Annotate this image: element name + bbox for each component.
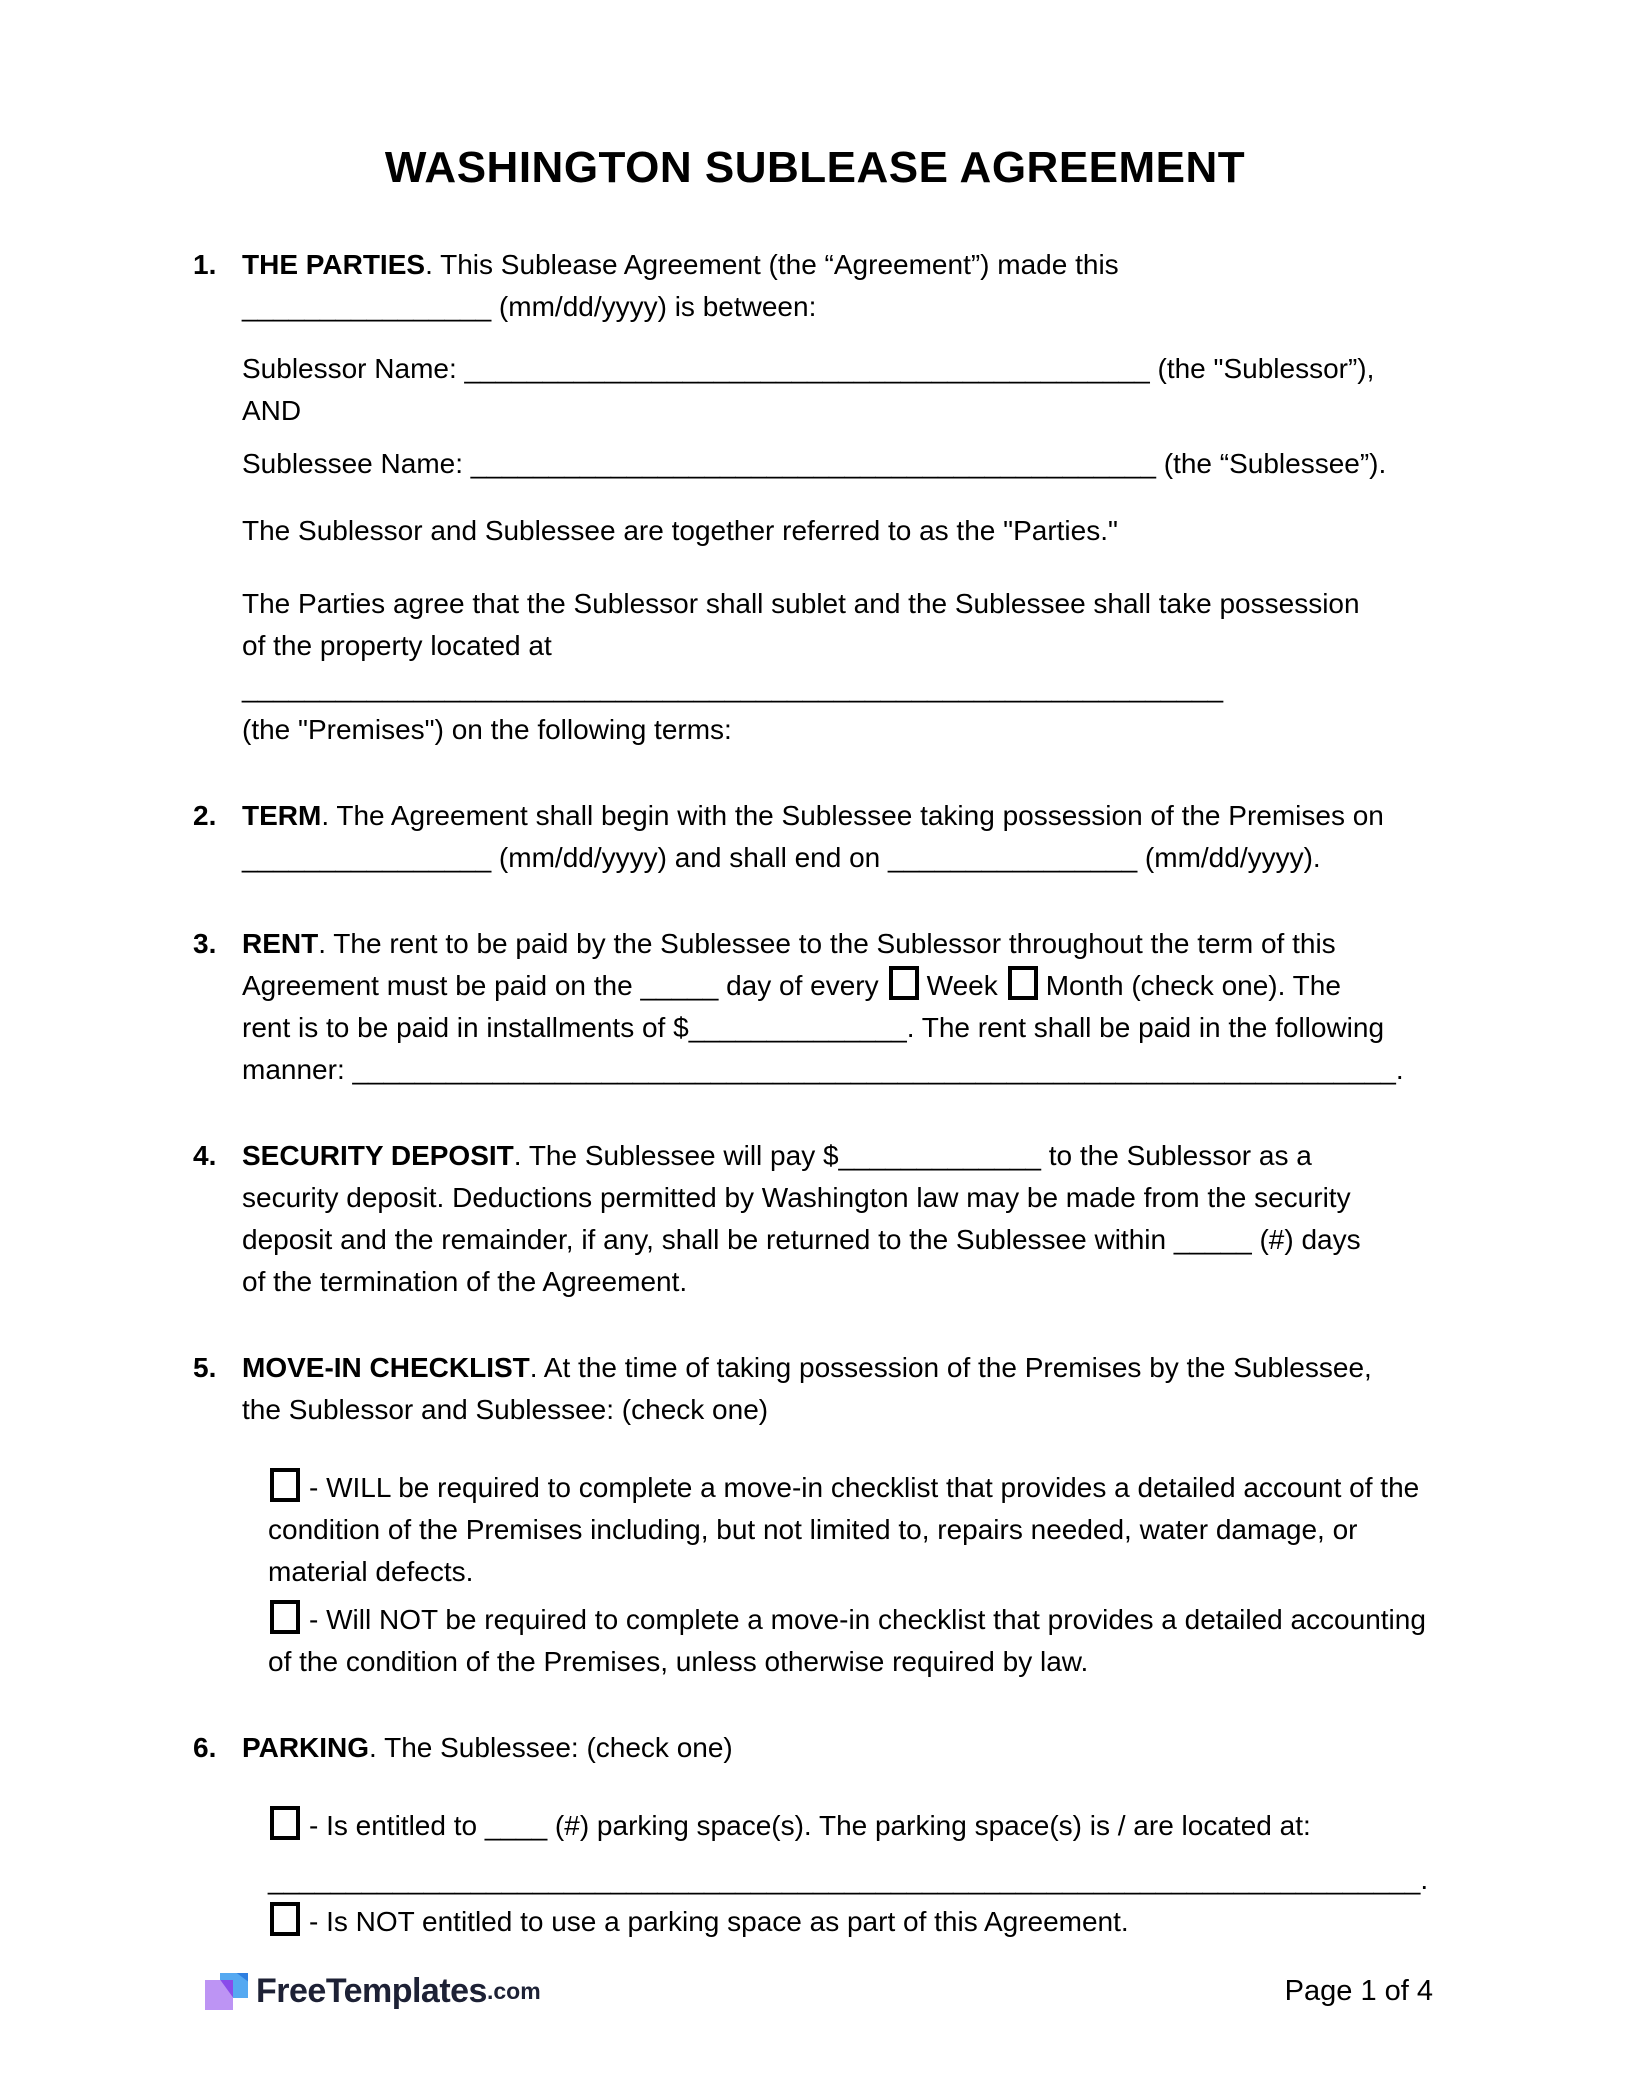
document-title: WASHINGTON SUBLEASE AGREEMENT — [384, 143, 1246, 192]
term-dates-line: ________________ (mm/dd/yyyy) and shall end on ________________ (mm/dd/yyyy). — [242, 842, 1321, 873]
rent-frequency-prefix: Agreement must be paid on the _____ day of every — [242, 970, 879, 1001]
brand-tld: .com — [486, 1978, 541, 2004]
security-deposit-line-2: security deposit. Deductions permitted by Washington law may be made from the security — [242, 1182, 1351, 1213]
section-term — [193, 795, 1437, 879]
term-heading: TERM — [242, 800, 322, 831]
section-term-number: 2. — [193, 800, 217, 831]
section-rent — [193, 923, 1437, 1091]
security-deposit-intro-line — [242, 1135, 1437, 1177]
rent-intro-line — [242, 923, 1437, 965]
rent-heading-rest: . The rent to be paid by the Sublessee to the Sublessor throughout the term of this — [318, 928, 1336, 959]
term-heading-rest: . The Agreement shall begin with the Sublessee taking possession of the Premises on — [321, 800, 1384, 831]
parties-intro-line — [242, 244, 1437, 286]
section-parties — [193, 244, 1437, 751]
week-checkbox[interactable] — [889, 966, 919, 1000]
document-body — [193, 244, 1437, 1943]
section-security-deposit — [193, 1135, 1437, 1303]
parking-heading: PARKING — [242, 1732, 370, 1763]
move-in-heading: MOVE-IN CHECKLIST — [242, 1352, 530, 1383]
security-deposit-heading-rest: . The Sublessee will pay $_____________ to the Sublessor as a — [513, 1140, 1312, 1171]
page-indicator: Page 1 of 4 — [1284, 1975, 1433, 2007]
security-deposit-heading: SECURITY DEPOSIT — [242, 1140, 514, 1171]
move-in-intro-line — [242, 1347, 1437, 1389]
parties-heading-rest: . This Sublease Agreement (the “Agreement”) made this — [425, 249, 1119, 280]
rent-installments-line: rent is to be paid in installments of $______________. The rent shall be paid in the following — [242, 1012, 1385, 1043]
parties-agree-line-3: (the "Premises") on the following terms: — [242, 714, 732, 745]
parking-entitled-checkbox[interactable] — [270, 1806, 300, 1840]
rent-manner-line: manner: ___________________________________________________________________. — [242, 1054, 1404, 1085]
month-label: Month (check one). The — [1045, 970, 1341, 1001]
week-label: Week — [926, 970, 998, 1001]
parking-location-blank-line: __________________________________________________________________________. — [268, 1864, 1429, 1895]
rent-frequency-line — [242, 965, 1437, 1007]
term-intro-line — [242, 795, 1437, 837]
parking-heading-rest: . The Sublessee: (check one) — [369, 1732, 733, 1763]
security-deposit-line-4: of the termination of the Agreement. — [242, 1266, 688, 1297]
section-move-in-checklist — [193, 1347, 1437, 1683]
move-in-intro-line-2: the Sublessor and Sublessee: (check one) — [242, 1394, 769, 1425]
parties-together-line: The Sublessor and Sublessee are together referred to as the "Parties." — [242, 515, 1118, 546]
section-parking-number: 6. — [193, 1732, 217, 1763]
rent-heading: RENT — [242, 928, 319, 959]
parking-option-not-entitled — [268, 1901, 1437, 1943]
parking-not-entitled-checkbox[interactable] — [270, 1902, 300, 1936]
will-option-text: - WILL be required to complete a move-in checklist that provides a detailed account of the condition of the Premises including, but not limited to, repairs needed, water damage, or material defects. — [268, 1472, 1420, 1587]
will-not-option-text: - Will NOT be required to complete a move-in checklist that provides a detailed accounting of the condition of the Premises, unless otherwise required by law. — [268, 1604, 1426, 1677]
parking-not-entitled-text: - Is NOT entitled to use a parking space as part of this Agreement. — [309, 1906, 1129, 1937]
parties-date-blank-line: ________________ (mm/dd/yyyy) is between: — [242, 291, 817, 322]
brand-name: FreeTemplates — [256, 1972, 487, 2010]
move-in-option-will — [268, 1467, 1437, 1593]
parking-option-entitled — [268, 1805, 1437, 1847]
section-parking — [193, 1727, 1437, 1943]
sublessee-name-line: Sublessee Name: ____________________________________________ (the “Sublessee”). — [242, 448, 1387, 479]
freetemplates-logo — [205, 1972, 541, 2011]
sublessor-name-line: Sublessor Name: ____________________________________________ (the "Sublessor”), AND — [242, 353, 1375, 426]
move-in-heading-rest: . At the time of taking possession of the Premises by the Sublessee, — [529, 1352, 1372, 1383]
parties-heading: THE PARTIES — [242, 249, 426, 280]
security-deposit-line-3: deposit and the remainder, if any, shall be returned to the Sublessee within _____ (#) days — [242, 1224, 1361, 1255]
parking-intro-line — [242, 1727, 1437, 1769]
section-security-deposit-number: 4. — [193, 1140, 217, 1171]
section-move-in-checklist-number: 5. — [193, 1352, 217, 1383]
page-footer — [205, 1972, 1433, 2011]
parking-entitled-text: - Is entitled to ____ (#) parking space(s). The parking space(s) is / are located at: — [309, 1810, 1311, 1841]
section-rent-number: 3. — [193, 928, 217, 959]
will-not-checkbox[interactable] — [270, 1600, 300, 1634]
section-parties-number: 1. — [193, 249, 217, 280]
will-checkbox[interactable] — [270, 1468, 300, 1502]
parties-agree-line-1: The Parties agree that the Sublessor shall sublet and the Sublessee shall take possession — [242, 588, 1360, 619]
move-in-option-will-not — [268, 1599, 1437, 1683]
freetemplates-pages-icon — [205, 1973, 249, 2011]
month-checkbox[interactable] — [1008, 966, 1038, 1000]
parties-agree-line-2: of the property located at _______________________________________________________________ — [242, 630, 1224, 703]
